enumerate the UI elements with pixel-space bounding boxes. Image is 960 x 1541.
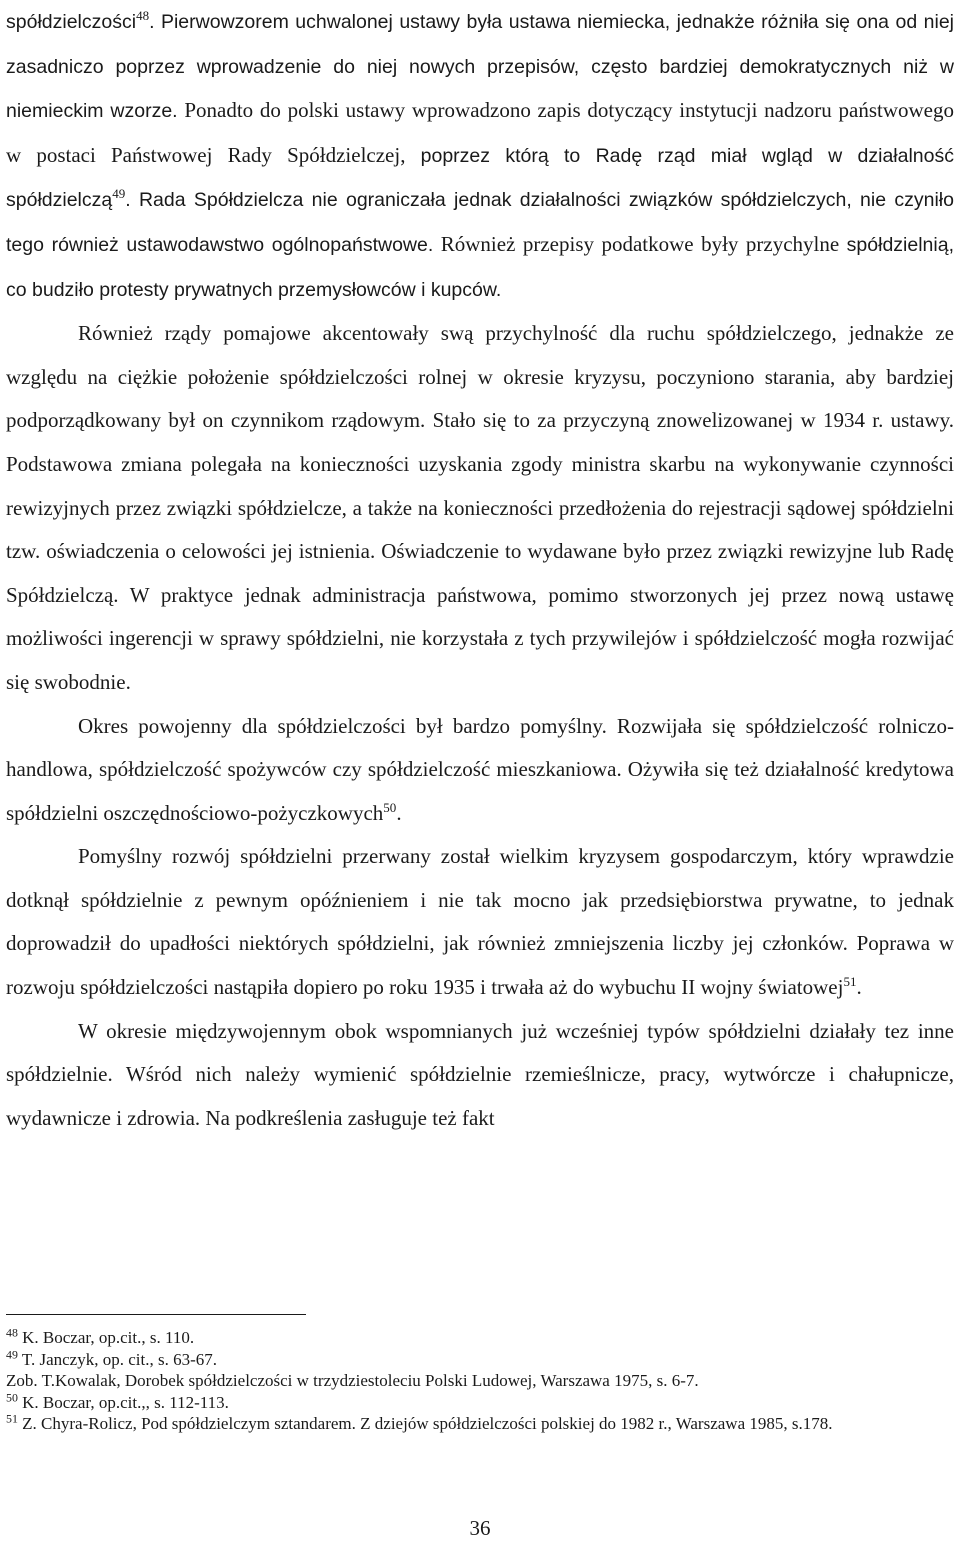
footnote-text: T. Janczyk, op. cit., s. 63-67. [17, 1349, 217, 1369]
footnote-number: 49 [6, 1346, 18, 1361]
footnote-number: 48 [6, 1325, 18, 1340]
text-run: Pomyślny rozwój spółdzielni przerwany został wielkim kryzysem gospodarczym, który wprawdzie dotknął spółdzielnie z pewnym opóźnieniem i nie tak mocno jak przedsiębiorstwa prywatne, to jednak doprowadził do upadłości niektórych spółdzielni, jak również zmniejszenia liczby jej członków. Poprawa w rozwoju spółdzielczości nastąpiła dopiero po roku 1935 i trwała aż do wybuchu II wojny światowej [6, 844, 954, 1000]
footnotes [6, 1327, 946, 1435]
text-run: . [856, 975, 862, 1000]
footnote-text: K. Boczar, op.cit., s. 110. [17, 1328, 195, 1347]
footnote-number: 51 [6, 1411, 18, 1426]
text-run: W okresie międzywojennym obok wspomnianych już wcześniej typów spółdzielni działały tez inne spółdzielnie. Wśród nich należy wymienić spółdzielnie rzemieślnicze, pracy, wytwórcze i chałupnicze, wydawnicze i zdrowia. Na podkreślenia zasługuje też fakt [6, 1018, 954, 1130]
footnote-ref: 49 [112, 186, 126, 202]
text-run: Ponadto do polski ustawy wprowadzono zapis dotyczący instytucji nadzoru państwowego w postaci Państwowej Rady Spółdzielczej, [6, 98, 954, 167]
text-run: Również przepisy podatkowe były przychylne [433, 231, 847, 256]
paragraph [6, 312, 954, 704]
paragraph [6, 1010, 954, 1141]
page-number: 36 [469, 1516, 491, 1540]
text-run: . [396, 800, 402, 825]
paragraph [6, 0, 954, 312]
document-page [6, 0, 954, 1140]
text-run: poprzez którą to Radę rząd miał wgląd w działalność spółdzielczą [6, 144, 955, 212]
footnote-ref: 50 [383, 799, 397, 815]
text-run: . Pierwowzorem uchwalonej ustawy była ustawa niemiecka, jednakże różniła się ona od niej zasadniczo poprzez wprowadzenie do niej nowych przepisów, często bardziej demokratycznych niż w niemieckim wzorze. [6, 11, 954, 123]
footnote [6, 1370, 946, 1392]
footnote-text: Z. Chyra-Rolicz, Pod spółdzielczym sztandarem. Z dziejów spółdzielczości polskiej do 1982 r., Warszawa 1985, s.178. [17, 1414, 833, 1433]
text-run: spółdzielczości [6, 11, 137, 33]
text-run: spółdzielnią, co budziło protesty prywatnych przemysłowców i kupców. [6, 233, 954, 301]
text-run: Również rządy pomajowe akcentowały swą przychylność dla ruchu spółdzielczego, jednakże ze względu na ciężkie położenie spółdzielczości rolnej w okresie kryzysu, poczyniono starania, aby bardziej podporządkowany był on czynnikom rządowym. Stało się to za przyczyną znowelizowanej w 1934 r. ustawy. Podstawowa zmiana polegała na konieczności uzyskania zgody ministra skarbu na wykonywanie czynności rewizyjnych przez związki spółdzielcze, a także na konieczności przedłożenia do rejestracji sądowej spółdzielni tzw. oświadczenia o celowości jej istnienia. Oświadczenie to wydawane było przez związki rewizyjne lub Radę Spółdzielczą. W praktyce jednak administracja państwowa, pomimo stworzonych jej przez nową ustawę możliwości ingerencji w sprawy spółdzielni, nie korzystała z tych przywilejów i spółdzielczość mogła rozwijać się swobodnie. [6, 321, 954, 694]
text-run: . Rada Spółdzielcza nie ograniczała jednak działalności związków spółdzielczych, nie czyniło tego również ustawodawstwo ogólnopaństwowe. [6, 189, 954, 256]
paragraph [6, 705, 954, 836]
footnote-ref: 51 [843, 974, 857, 989]
footnote-number: 50 [6, 1389, 18, 1404]
footnote-ref: 48 [136, 7, 150, 23]
footnote [6, 1346, 946, 1371]
paragraph [6, 835, 954, 1009]
footnote [6, 1389, 946, 1414]
text-run: Okres powojenny dla spółdzielczości był bardzo pomyślny. Rozwijała się spółdzielczość rolniczo-handlowa, spółdzielczość spożywców czy spółdzielczość mieszkaniowa. Ożywiła się też działalność kredytowa spółdzielni oszczędnościowo-pożyczkowych [6, 713, 954, 825]
footnote-separator [6, 1314, 306, 1315]
footnote [6, 1327, 946, 1349]
footnote-text: K. Boczar, op.cit.,, s. 112-113. [17, 1392, 229, 1412]
footnote [6, 1413, 946, 1435]
footnote-text: Zob. T.Kowalak, Dorobek spółdzielczości w trzydziestoleciu Polski Ludowej, Warszawa 1975, s. 6-7. [6, 1371, 699, 1390]
body-text [6, 0, 954, 1140]
